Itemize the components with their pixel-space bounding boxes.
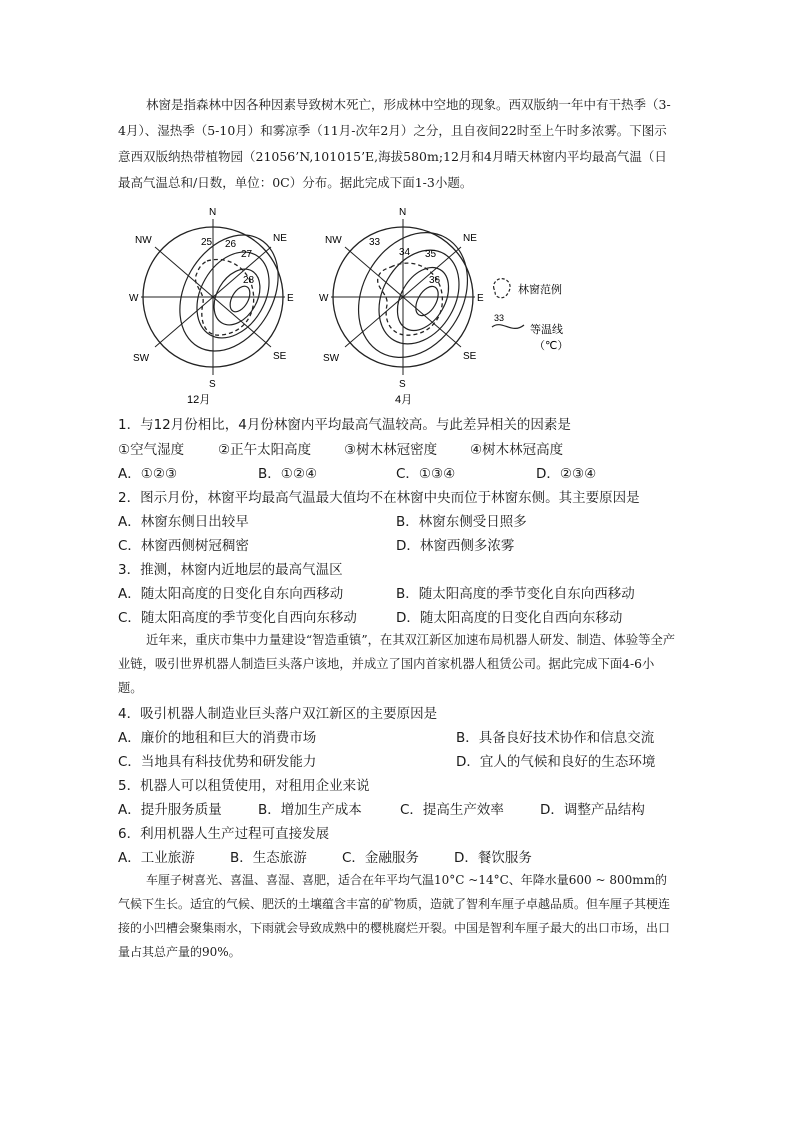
legend-gap-symbol xyxy=(494,279,510,298)
legend xyxy=(492,279,568,352)
legend-iso-label: 等温线 xyxy=(530,324,563,336)
q4-option-a[interactable]: A．廉价的地租和巨大的消费市场 xyxy=(118,730,317,746)
q4-option-b[interactable]: B．具备良好技术协作和信息交流 xyxy=(456,730,655,746)
december-chart xyxy=(129,207,298,406)
legend-gap-label: 林窗范例 xyxy=(518,284,562,296)
intro-passage-3: 车厘子树喜光、喜温、喜湿、喜肥，适合在年平均气温10°C ~14°C、年降水量600 ~ 800mm的气候下生长。适宜的气候、肥沃的土壤蕴含丰富的矿物质，造就了智利车厘子卓越品质。但车厘子其梗连接的小凹槽会聚集雨水，下雨就会导致成熟中的樱桃腐烂开裂。中国是智利车厘子最大的出口市场，出口量占其总产量的90%。 xyxy=(118,873,671,959)
dir-w: W xyxy=(319,293,329,304)
q3-stem: 3．推测，林窗内近地层的最高气温区 xyxy=(118,562,343,578)
q3-option-a[interactable]: A．随太阳高度的日变化自东向西移动 xyxy=(118,586,344,602)
q1-item-4: ④树木林冠高度 xyxy=(470,442,564,458)
q2-option-c[interactable]: C．林窗西侧树冠稠密 xyxy=(118,538,249,554)
dir-nw: NW xyxy=(135,235,152,246)
q2-option-b[interactable]: B．林窗东侧受日照多 xyxy=(396,514,527,530)
q2-stem: 2．图示月份，林窗平均最高气温最大值均不在林窗中央而位于林窗东侧。其主要原因是 xyxy=(118,490,640,506)
caption-april: 4月 xyxy=(395,394,413,406)
iso-label-34: 34 xyxy=(399,247,411,258)
iso-label-35: 35 xyxy=(425,249,437,260)
q6-stem: 6．利用机器人生产过程可直接发展 xyxy=(118,826,330,842)
april-chart xyxy=(319,207,489,406)
forest-gap-outline xyxy=(378,263,443,335)
iso-label-33: 33 xyxy=(369,237,381,248)
q5-option-a[interactable]: A．提升服务质量 xyxy=(118,802,222,818)
q1-stem: 1．与12月份相比，4月份林窗内平均最高气温较高。与此差异相关的因素是 xyxy=(118,417,571,433)
q1-option-d[interactable]: D．②③④ xyxy=(536,466,597,482)
q2-option-a[interactable]: A．林窗东侧日出较早 xyxy=(118,514,249,530)
dir-n: N xyxy=(209,207,217,218)
dir-sw: SW xyxy=(323,353,340,364)
q5-option-d[interactable]: D．调整产品结构 xyxy=(540,802,645,818)
dir-se: SE xyxy=(463,351,477,362)
q1-item-3: ③树木林冠密度 xyxy=(344,442,438,458)
dir-s: S xyxy=(209,379,216,390)
q1-item-2: ②正午太阳高度 xyxy=(218,442,312,458)
iso-label-26: 26 xyxy=(225,239,237,250)
dir-nw: NW xyxy=(325,235,342,246)
dir-ne: NE xyxy=(463,233,477,244)
q1-option-c[interactable]: C．①③④ xyxy=(396,466,456,482)
forest-gap-temperature-figure xyxy=(118,205,588,410)
dir-s: S xyxy=(399,379,406,390)
dir-n: N xyxy=(399,207,407,218)
dir-ne: NE xyxy=(273,233,287,244)
q4-option-d[interactable]: D．宜人的气候和良好的生态环境 xyxy=(456,754,656,770)
q4-stem: 4．吸引机器人制造业巨头落户双江新区的主要原因是 xyxy=(118,706,438,722)
q6-option-a[interactable]: A．工业旅游 xyxy=(118,850,195,866)
q6-option-d[interactable]: D．餐饮服务 xyxy=(454,850,532,866)
q5-option-b[interactable]: B．增加生产成本 xyxy=(258,802,362,818)
q1-item-1: ①空气湿度 xyxy=(118,442,185,458)
q6-option-b[interactable]: B．生态旅游 xyxy=(230,850,307,866)
isotherm-28 xyxy=(226,283,254,315)
iso-label-27: 27 xyxy=(241,249,253,260)
q3-option-b[interactable]: B．随太阳高度的季节变化自东向西移动 xyxy=(396,586,635,602)
caption-december: 12月 xyxy=(187,394,211,406)
dir-w: W xyxy=(129,293,139,304)
legend-iso-symbol xyxy=(492,325,524,329)
iso-label-25: 25 xyxy=(201,237,213,248)
intro-passage-2: 近年来，重庆市集中力量建设“智造重镇”，在其双江新区加速布局机器人研发、制造、体验等全产业链，吸引世界机器人制造巨头落户该地，并成立了国内首家机器人租赁公司。据此完成下面4-6小题。 xyxy=(118,633,676,695)
q2-option-d[interactable]: D．林窗西侧多浓雾 xyxy=(396,538,515,554)
dir-e: E xyxy=(287,293,294,304)
q6-option-c[interactable]: C．金融服务 xyxy=(342,850,419,866)
q1-option-a[interactable]: A．①②③ xyxy=(118,466,178,482)
q3-option-c[interactable]: C．随太阳高度的季节变化自西向东移动 xyxy=(118,610,357,626)
isotherm-36 xyxy=(411,283,443,320)
q4-option-c[interactable]: C．当地具有科技优势和研发能力 xyxy=(118,754,317,770)
iso-label-28: 28 xyxy=(243,275,255,286)
legend-iso-value: 33 xyxy=(494,313,505,323)
dir-se: SE xyxy=(273,351,287,362)
legend-iso-unit: （℃） xyxy=(534,340,569,352)
intro-passage-1: 林窗是指森林中因各种因素导致树木死亡，形成林中空地的现象。西双版纳一年中有干热季（3-4月）、湿热季（5-10月）和雾凉季（11月-次年2月）之分，且自夜间22时至上午时多浓雾。下图示意西双版纳热带植物园（21056’N,101015’E,海拔580m;12月和4月晴天林窗内平均最高气温（日最高气温总和/日数，单位：0C）分布。据此完成下面1-3小题。 xyxy=(118,97,671,190)
q3-option-d[interactable]: D．随太阳高度的日变化自西向东移动 xyxy=(396,610,623,626)
q1-option-b[interactable]: B．①②④ xyxy=(258,466,318,482)
dir-e: E xyxy=(477,293,484,304)
iso-label-36: 36 xyxy=(429,275,441,286)
q5-option-c[interactable]: C．提高生产效率 xyxy=(400,802,504,818)
q5-stem: 5．机器人可以租赁使用，对租用企业来说 xyxy=(118,778,370,794)
isotherm-35 xyxy=(387,259,459,340)
dir-sw: SW xyxy=(133,353,150,364)
